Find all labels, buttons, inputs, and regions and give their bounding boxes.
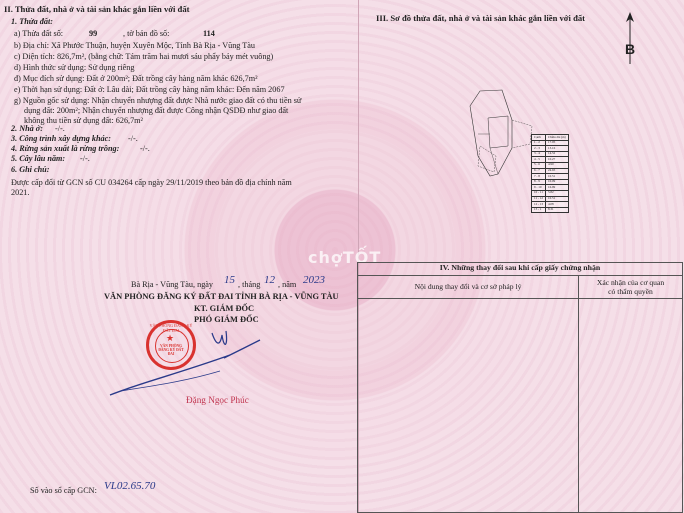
length-cell: 10.27	[546, 157, 569, 163]
edge-cell: 11 - 12	[532, 196, 546, 202]
length-header: Chiều dài (m)	[546, 135, 569, 141]
length-cell: 10.51	[546, 196, 569, 202]
purpose-line: đ) Mục đích sử dụng: Đất ở 200m²; Đất trồng cây hàng năm khác 626,7m²	[14, 74, 258, 83]
north-arrow	[620, 10, 640, 66]
length-cell: 16.99	[546, 185, 569, 191]
edge-cell: 3 - 4	[532, 151, 546, 157]
watermark-logo: chợTỐT	[308, 248, 382, 267]
item5-label: 5. Cây lâu năm:	[11, 154, 66, 163]
edge-length-table	[531, 134, 569, 213]
item3-label: 3. Công trình xây dựng khác:	[11, 134, 111, 143]
signer-name: Đặng Ngọc Phúc	[186, 395, 249, 405]
edge-cell: 6 - 7	[532, 168, 546, 174]
term-line: e) Thời hạn sử dụng: Đất ở: Lâu dài; Đất trồng cây hàng năm khác: Đến năm 2067	[14, 85, 285, 94]
edge-cell: 5 - 6	[532, 162, 546, 168]
length-cell: 24.65	[546, 168, 569, 174]
length-cell: 4.90	[546, 162, 569, 168]
note-line-2: 2021.	[11, 188, 30, 197]
record-label: Số vào sổ cấp GCN:	[30, 486, 97, 495]
col-content-label: Nội dung thay đổi và cơ sở pháp lý	[414, 282, 522, 291]
length-cell: 4.08	[546, 202, 569, 208]
section-ii-title: II. Thửa đất, nhà ở và tài sản khác gắn liền với đất	[4, 4, 190, 14]
item2-label: 2. Nhà ở:	[11, 124, 43, 133]
changes-confirm-cell	[579, 299, 683, 513]
section-iii-title: III. Sơ đồ thửa đất, nhà ở và tài sản khác gắn liền với đất	[376, 13, 586, 23]
office-name: VĂN PHÒNG ĐĂNG KÝ ĐẤT ĐAI TỈNH BÀ RỊA - VŨNG TÀU	[104, 292, 339, 301]
length-cell: 14.52	[546, 151, 569, 157]
parcel-number: 99	[89, 29, 98, 38]
issue-year: 2023	[303, 274, 325, 286]
north-letter: B	[625, 41, 636, 57]
item4-label: 4. Rừng sản xuất là rừng trồng:	[11, 144, 120, 153]
edge-cell: 8 - 9	[532, 179, 546, 185]
issue-year-label: , năm	[278, 280, 297, 289]
north-arrow-icon	[620, 10, 640, 66]
item4-value: -/-.	[140, 144, 150, 153]
seal-ring-text: VĂN PHÒNG ĐĂNG KÝ ĐẤT ĐAI	[149, 323, 193, 333]
origin-line-2: dụng đất: 200m²; Nhận chuyển nhượng đất được Công nhận QSDĐ như giao đất	[24, 106, 289, 115]
address-line: b) Địa chỉ: Xã Phước Thuận, huyện Xuyên Mộc, Tỉnh Bà Rịa - Vũng Tàu	[14, 41, 256, 50]
length-cell: 10.09	[546, 179, 569, 185]
seal-star-icon: ★	[166, 333, 175, 343]
edge-cell: 10 - 11	[532, 190, 546, 196]
issue-month-label: , tháng	[238, 280, 261, 289]
edge-cell: 13 - 1	[532, 207, 546, 213]
col-confirm-label-2: có thẩm quyền	[608, 287, 653, 296]
changes-content-cell	[358, 299, 579, 513]
map-sheet-label: , tờ bản đồ số:	[123, 29, 170, 38]
item1-title: 1. Thửa đất:	[11, 17, 53, 26]
record-number: VL02.65.70	[104, 480, 156, 492]
origin-line-3: không thu tiền sử dụng đất: 626,7m²	[24, 116, 144, 125]
col-confirm-label-1: Xác nhận của cơ quan	[596, 278, 665, 287]
area-line: c) Diện tích: 826,7m², (bằng chữ: Tám trăm hai mươi sáu phẩy bảy mét vuông)	[14, 52, 274, 61]
deputy-director: PHÓ GIÁM ĐỐC	[194, 315, 259, 324]
length-cell: 17.05	[546, 140, 569, 146]
changes-col-confirm	[579, 276, 683, 299]
kt-director: KT. GIÁM ĐỐC	[194, 304, 255, 313]
edge-cell: 4 - 5	[532, 157, 546, 163]
item2-value: -/-.	[55, 124, 65, 133]
changes-table-title: IV. Những thay đổi sau khi cấp giấy chứng nhận	[358, 263, 683, 276]
map-sheet-number: 114	[203, 29, 215, 38]
edge-header: Cạnh	[532, 135, 546, 141]
item6-label: 6. Ghi chú:	[11, 165, 50, 174]
length-cell: 13.16	[546, 146, 569, 152]
edge-cell: 12 - 13	[532, 202, 546, 208]
edge-cell: 7 - 8	[532, 174, 546, 180]
use-form-line: d) Hình thức sử dụng: Sử dụng riêng	[14, 63, 135, 72]
item5-value: -/-.	[80, 154, 90, 163]
edge-cell: 2 - 3	[532, 146, 546, 152]
signature-mark	[100, 325, 270, 405]
origin-line-1: g) Nguồn gốc sử dụng: Nhận chuyển nhượng đất được Nhà nước giao đất có thu tiền sử	[14, 96, 302, 105]
length-cell: 8.31	[546, 207, 569, 213]
issue-place: Bà Rịa - Vũng Tàu, ngày	[131, 280, 214, 289]
changes-col-content	[358, 276, 579, 299]
length-cell: 5.82	[546, 190, 569, 196]
note-line-1: Được cấp đổi từ GCN số CU 034264 cấp ngày 29/11/2019 theo bản đồ địa chính năm	[11, 178, 292, 187]
parcel-label: a) Thửa đất số:	[14, 29, 64, 38]
seal-center-text: VĂN PHÒNG ĐĂNG KÝ ĐẤT ĐAI	[158, 344, 184, 357]
issue-day: 15	[224, 274, 235, 286]
length-cell: 10.51	[546, 174, 569, 180]
edge-cell: 1 - 2	[532, 140, 546, 146]
changes-table	[357, 262, 683, 513]
issue-month: 12	[264, 274, 275, 286]
item3-value: -/-.	[128, 134, 138, 143]
edge-cell: 9 - 10	[532, 185, 546, 191]
